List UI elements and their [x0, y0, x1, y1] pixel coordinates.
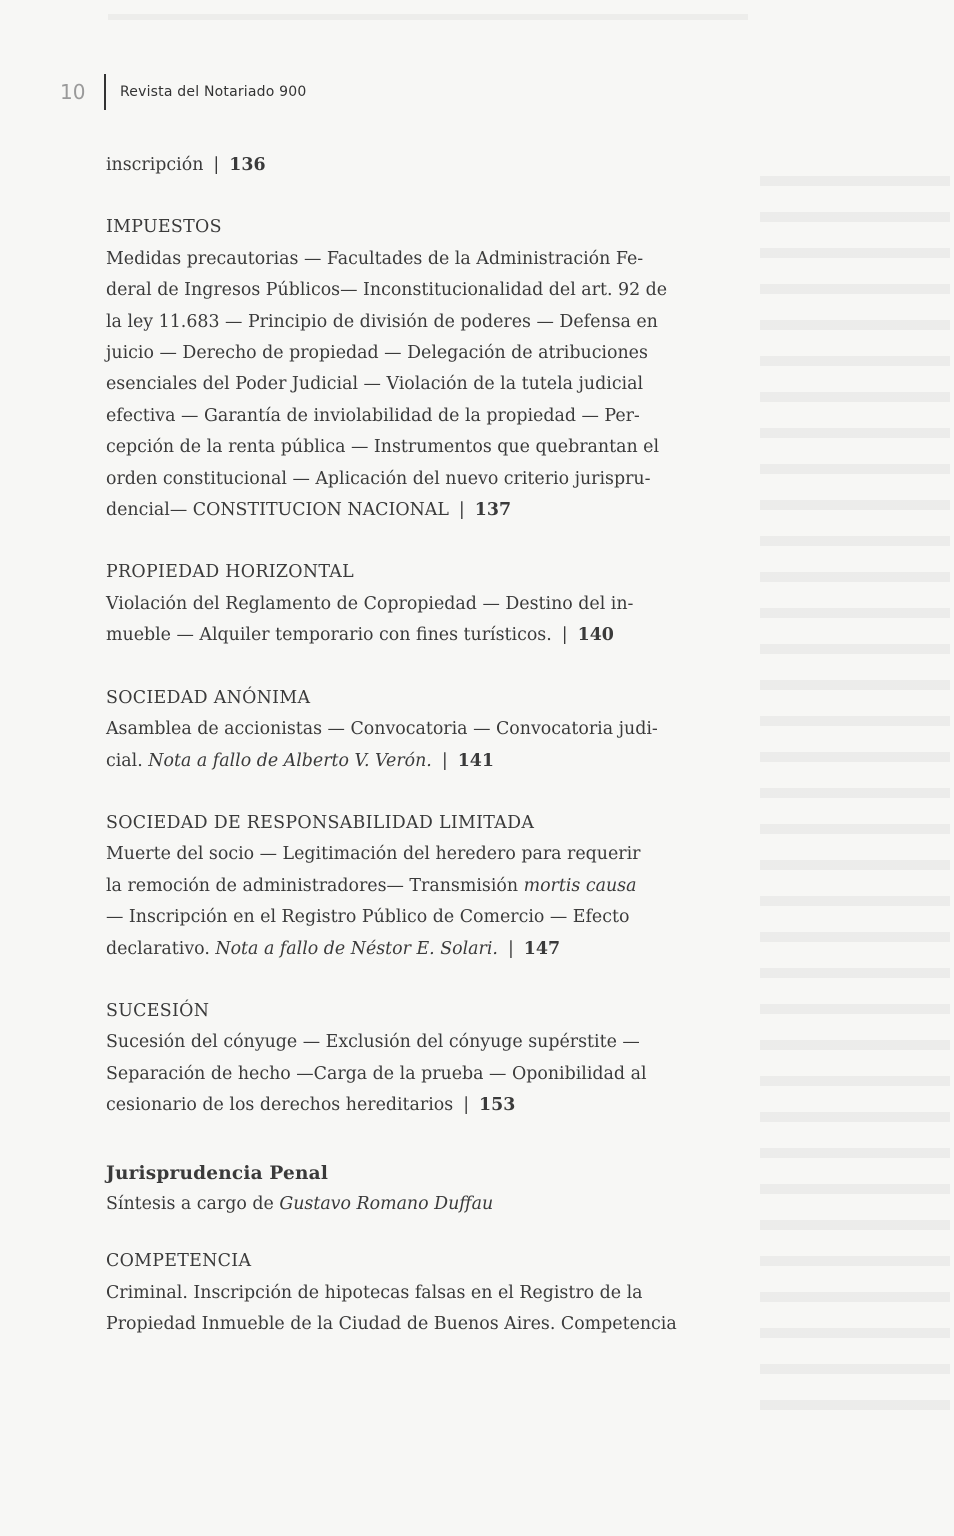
section-sucesion — [106, 996, 696, 1122]
latin-term: mortis causa — [523, 875, 637, 896]
page-ref: 153 — [479, 1095, 516, 1116]
page-ref: 136 — [229, 155, 266, 175]
separator: | — [561, 625, 568, 646]
entry-line: deral de Ingresos Públicos— Inconstitucionalidad del art. 92 de — [106, 280, 668, 301]
index-content — [106, 150, 696, 1341]
entry-line: Violación del Reglamento de Copropiedad — Destino del in- — [106, 593, 634, 614]
note-author: Nota a fallo de Alberto V. Verón. — [148, 750, 432, 771]
entry-text: mueble — Alquiler temporario con fines turísticos. — [106, 625, 552, 646]
entry-line: esenciales del Poder Judicial — Violación de la tutela judicial — [106, 374, 644, 395]
reverse-page-bleed — [760, 150, 950, 1410]
entry-line — [106, 871, 696, 902]
section-heading: COMPETENCIA — [106, 1251, 252, 1272]
byline-text: Síntesis a cargo de — [106, 1193, 274, 1214]
entry-text: cial. — [106, 750, 143, 771]
entry-line — [106, 620, 696, 651]
entry-text: cesionario de los derechos hereditarios — [106, 1095, 454, 1116]
entry-line: — Inscripción en el Registro Público de Comercio — Efecto — [106, 907, 630, 928]
entry-line: Asamblea de accionistas — Convocatoria — Convocatoria judi- — [106, 719, 658, 740]
entry-line: Medidas precautorias — Facultades de la Administración Fe- — [106, 248, 644, 269]
separator: | — [507, 938, 514, 959]
journal-title: Revista del Notariado 900 — [120, 84, 307, 100]
section-competencia — [106, 1246, 696, 1340]
intro-entry — [106, 150, 696, 181]
note-author: Nota a fallo de Néstor E. Solari. — [215, 938, 498, 959]
entry-line — [106, 934, 696, 965]
entry-line: Criminal. Inscripción de hipotecas falsas en el Registro de la — [106, 1282, 643, 1303]
section-heading: SUCESIÓN — [106, 1000, 210, 1021]
page-ref: 137 — [474, 500, 512, 521]
entry-line: Muerte del socio — Legitimación del heredero para requerir — [106, 844, 641, 865]
entry-line — [106, 495, 696, 526]
section-penal — [106, 1158, 696, 1221]
separator: | — [213, 155, 220, 175]
section-heading: IMPUESTOS — [106, 217, 222, 238]
page-ref: 141 — [457, 750, 494, 771]
page-ref: 140 — [577, 625, 614, 646]
page-header — [60, 74, 307, 110]
section-impuestos — [106, 212, 696, 526]
entry-line: Propiedad Inmueble de la Ciudad de Buenos Aires. Competencia — [106, 1314, 677, 1335]
entry-text: declarativo. — [106, 938, 210, 959]
page-number: 10 — [60, 80, 86, 104]
entry-line: juicio — Derecho de propiedad — Delegación de atribuciones — [106, 343, 648, 364]
top-bleed — [108, 14, 748, 20]
entry-line — [106, 1090, 696, 1121]
byline-author: Gustavo Romano Duffau — [279, 1193, 494, 1214]
entry-line: Sucesión del cónyuge — Exclusión del cónyuge supérstite — — [106, 1032, 640, 1053]
intro-text: inscripción — [106, 155, 204, 175]
entry-line: efectiva — Garantía de inviolabilidad de la propiedad — Per- — [106, 405, 640, 426]
separator: | — [463, 1095, 470, 1116]
separator: | — [458, 500, 465, 521]
entry-line: orden constitucional — Aplicación del nuevo criterio jurispru- — [106, 468, 651, 489]
subsection-title: Jurisprudencia Penal — [106, 1162, 329, 1184]
entry-text: la remoción de administradores— Transmisión — [106, 875, 519, 896]
section-heading: SOCIEDAD DE RESPONSABILIDAD LIMITADA — [106, 812, 535, 833]
separator: | — [441, 750, 448, 771]
entry-line — [106, 746, 696, 777]
page-ref: 147 — [523, 938, 561, 959]
section-propiedad-horizontal — [106, 557, 696, 651]
section-srl — [106, 808, 696, 965]
subsection-byline — [106, 1189, 696, 1220]
section-sociedad-anonima — [106, 683, 696, 777]
entry-text: dencial— CONSTITUCION NACIONAL — [106, 500, 449, 521]
header-divider — [104, 74, 106, 110]
section-heading: SOCIEDAD ANÓNIMA — [106, 687, 311, 708]
entry-line: la ley 11.683 — Principio de división de poderes — Defensa en — [106, 311, 658, 332]
section-heading: PROPIEDAD HORIZONTAL — [106, 562, 354, 583]
entry-line: Separación de hecho —Carga de la prueba — Oponibilidad al — [106, 1063, 647, 1084]
entry-line: cepción de la renta pública — Instrumentos que quebrantan el — [106, 437, 660, 458]
